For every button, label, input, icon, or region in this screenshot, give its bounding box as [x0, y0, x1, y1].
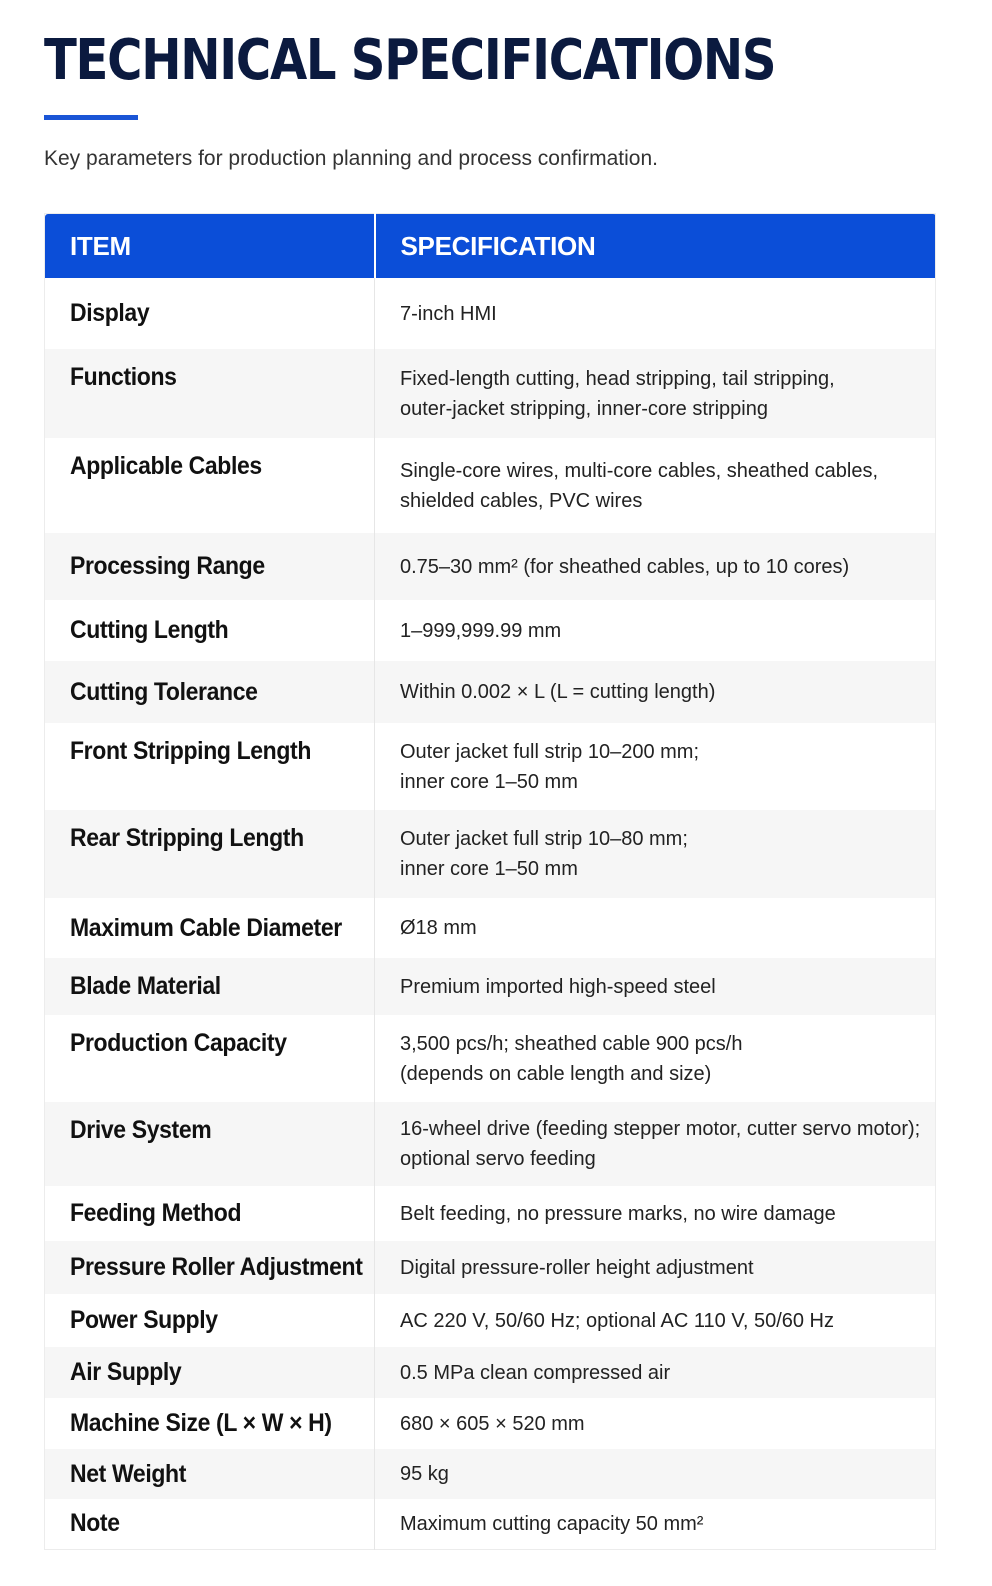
- row-spec: 7-inch HMI: [400, 302, 497, 325]
- row-item-label: Net Weight: [70, 1459, 187, 1488]
- row-spec: Single-core wires, multi-core cables, sheathed cables, shielded cables, PVC wires: [400, 459, 878, 512]
- row-spec: Premium imported high-speed steel: [375, 958, 936, 1015]
- row-item: [45, 1398, 375, 1449]
- table-row: [45, 661, 936, 723]
- row-spec: 0.75–30 mm² (for sheathed cables, up to 10 cores): [375, 533, 936, 600]
- table-row: [45, 1186, 936, 1241]
- row-item: [45, 438, 375, 533]
- table-row: [45, 1449, 936, 1499]
- row-spec: Belt feeding, no pressure marks, no wire damage: [400, 1202, 836, 1225]
- row-item-label: Functions: [70, 363, 177, 391]
- table-row: [45, 533, 936, 600]
- row-item: [45, 810, 375, 898]
- table-row: [45, 1398, 936, 1449]
- row-spec: 680 × 605 × 520 mm: [400, 1412, 585, 1435]
- table-row: [45, 1015, 936, 1102]
- column-header-item: ITEM: [45, 214, 375, 279]
- row-spec: 16-wheel drive (feeding stepper motor, cutter servo motor); optional servo feeding: [375, 1102, 936, 1186]
- row-item-label: Machine Size (L × W × H): [70, 1409, 332, 1437]
- row-item: [45, 600, 375, 661]
- row-item: [45, 278, 375, 349]
- row-item: [45, 723, 375, 810]
- row-spec: Digital pressure-roller height adjustment: [375, 1241, 936, 1294]
- table-header-row: [45, 214, 936, 279]
- page-subtitle: Key parameters for production planning and process confirmation.: [44, 147, 659, 170]
- page-title: TECHNICAL SPECIFICATIONS: [44, 28, 776, 93]
- row-spec: Within 0.002 × L (L = cutting length): [375, 661, 936, 723]
- table-row: [45, 1347, 936, 1398]
- column-header-specification: SPECIFICATION: [375, 214, 936, 279]
- row-item-label: Rear Stripping Length: [70, 824, 304, 852]
- row-spec: Fixed-length cutting, head stripping, tail stripping, outer-jacket stripping, inner-core stripping: [375, 349, 936, 438]
- row-item: [45, 661, 375, 723]
- row-item: [45, 898, 375, 958]
- table-row: [45, 1499, 936, 1549]
- table-row: [45, 898, 936, 958]
- table-row: [45, 1241, 936, 1294]
- row-item: [45, 1102, 375, 1186]
- row-spec: 1–999,999.99 mm: [400, 619, 562, 642]
- table-row: [45, 349, 936, 438]
- row-item: [45, 1241, 375, 1294]
- row-item-label: Note: [70, 1509, 120, 1538]
- row-item-label: Production Capacity: [70, 1029, 287, 1057]
- row-item-label: Display: [70, 299, 150, 327]
- row-item: [45, 1347, 375, 1398]
- row-item-label: Front Stripping Length: [70, 737, 312, 765]
- row-item: [45, 1294, 375, 1347]
- row-item: [45, 1015, 375, 1102]
- row-item-label: Applicable Cables: [70, 452, 262, 480]
- row-item: [45, 1499, 375, 1549]
- row-item-label: Processing Range: [70, 552, 265, 580]
- table-row: [45, 1294, 936, 1347]
- row-item-label: Drive System: [70, 1116, 212, 1144]
- row-item: [45, 958, 375, 1015]
- row-item: [45, 1186, 375, 1241]
- row-item-label: Cutting Tolerance: [70, 677, 258, 706]
- row-item-label: Pressure Roller Adjustment: [70, 1253, 363, 1281]
- row-item: [45, 1449, 375, 1499]
- row-spec: Ø18 mm: [400, 917, 477, 939]
- row-item-label: Cutting Length: [70, 616, 229, 644]
- table-row: [45, 438, 936, 533]
- row-item-label: Maximum Cable Diameter: [70, 913, 342, 942]
- table-row: [45, 1102, 936, 1186]
- row-spec: Outer jacket full strip 10–80 mm; inner core 1–50 mm: [375, 810, 936, 898]
- title-underline: [44, 115, 138, 120]
- table-row: [45, 600, 936, 661]
- row-spec: 95 kg: [375, 1449, 936, 1499]
- spec-table: [44, 213, 936, 1550]
- row-item-label: Power Supply: [70, 1306, 218, 1334]
- row-spec: 0.5 MPa clean compressed air: [375, 1347, 936, 1398]
- row-spec: Outer jacket full strip 10–200 mm; inner core 1–50 mm: [400, 740, 700, 793]
- row-spec: AC 220 V, 50/60 Hz; optional AC 110 V, 50/60 Hz: [400, 1309, 835, 1332]
- row-item-label: Air Supply: [70, 1358, 182, 1386]
- row-item: [45, 349, 375, 438]
- row-item: [45, 533, 375, 600]
- row-item-label: Blade Material: [70, 972, 221, 1000]
- row-spec: Maximum cutting capacity 50 mm²: [400, 1512, 704, 1535]
- table-row: [45, 278, 936, 349]
- table-row: [45, 810, 936, 898]
- row-item-label: Feeding Method: [70, 1199, 242, 1227]
- table-row: [45, 723, 936, 810]
- row-spec: 3,500 pcs/h; sheathed cable 900 pcs/h (depends on cable length and size): [400, 1032, 743, 1085]
- table-row: [45, 958, 936, 1015]
